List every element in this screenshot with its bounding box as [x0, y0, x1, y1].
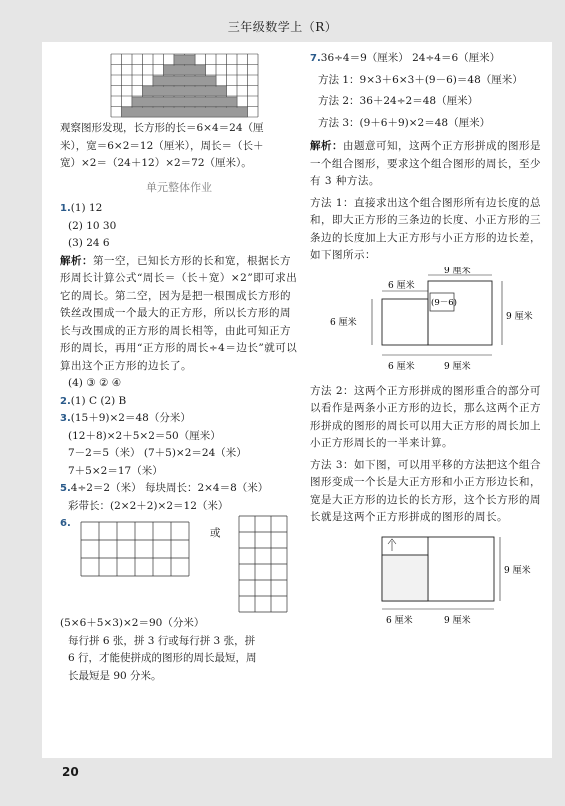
pyramid-block-tier: [132, 97, 237, 107]
q3-line-1: (15＋9)×2＝48（分米）: [70, 412, 191, 424]
pyramid-block-tier: [153, 76, 216, 86]
q3-line-2: (12＋8)×2＋5×2＝50（厘米）: [68, 429, 221, 442]
q2-number: 2.: [60, 395, 71, 407]
method-1-text: 方法 1：直接求出这个组合图形所有边长度的总和，即大正方形的三条边的长度、小正方形的三条边的长度加上大正方形与小正方形的边长差，如下图所示：: [310, 196, 542, 261]
method-3-text: 方法 3：如下图，可以用平移的方法把这个组合图形变成一个长是大正方形和小正方形边长和，宽是大正方形的边长的长方形，这个长方形的周长就是这两个正方形拼成的图形的周长。: [310, 458, 542, 523]
observe-line-3: 宽）×2＝（24＋12）×2＝72（厘米）。: [60, 157, 252, 169]
pyramid-figure: [105, 50, 265, 120]
q1-number: 1.: [60, 203, 71, 214]
q6-line-2: 每行拼 6 张，拼 3 行或每行拼 3 张，拼: [68, 634, 256, 647]
pyramid-block-tier: [143, 87, 227, 97]
q3-line-3: 7－2＝5（米） (7＋5)×2＝24（米）: [68, 447, 247, 459]
method-1-formula: 方法 1：9×3＋6×3＋(9－6)＝48（厘米）: [318, 73, 523, 86]
fig1-top-label: 9 厘米: [444, 266, 471, 276]
fig1-bottom-left-label: 6 厘米: [388, 361, 415, 372]
q6-figure-row: [60, 515, 298, 615]
q3-number: 3.: [60, 413, 71, 424]
combined-squares-figure-1: [310, 267, 548, 377]
left-column: [60, 50, 298, 685]
observe-line-2: 米），宽＝6×2＝12（厘米），周长＝（长＋: [60, 139, 264, 152]
q1-line-1: (1) 12: [70, 202, 103, 214]
pyramid-block-tier: [164, 66, 206, 76]
page-header: 三年级数学上（R）: [227, 20, 338, 34]
q6-line-3: 6 行，才能使拼成的图形的周长最短，周: [68, 652, 257, 664]
q1-analysis: 第一空，已知长方形的长和宽，根据长方形周长计算公式“周长＝（长＋宽）×2”即可求出它的周长。第二空，因为是把一根围成长方形的铁丝改围成一个最大的正方形，所以长方形的周长与改围成的正方形的周长相等，由此可知正方形的周长，再用“正方形的周长÷4＝边长”就可以算出这个正方形的边长了。: [60, 254, 298, 372]
fig1-bottom-right-label: 9 厘米: [444, 361, 471, 372]
method-3-formula: 方法 3：(9＋6＋9)×2＝48（厘米）: [318, 116, 491, 129]
analysis-label: 解析：: [60, 254, 93, 267]
method-2-text: 方法 2：这两个正方形拼成的图形重合的部分可以看作是两条小正方形的边长，那么这两个正方形拼成的图形的周长可以用大正方形的周长加上小正方形周长的一半来计算。: [310, 384, 542, 449]
q6-number: 6.: [60, 518, 71, 529]
fig1-left-label: 6 厘米: [330, 317, 357, 328]
analysis-label-right: 解析：: [310, 140, 343, 152]
q5-line-1: 4÷2＝2（米） 每块周长：2×4＝8（米）: [70, 482, 269, 494]
page-number: 20: [62, 765, 79, 779]
pyramid-block-tier: [122, 108, 248, 118]
q6-grid-6x3: [80, 521, 192, 577]
q3-line-4: 7＋5×2＝17（米）: [68, 464, 163, 477]
q1-line-2: (2) 10 30: [68, 219, 117, 232]
q6-or-label: 或: [210, 527, 221, 539]
right-column: [310, 50, 548, 629]
fig1-diff-label: (9－6): [431, 297, 457, 308]
q7-analysis: 由题意可知，这两个正方形拼成的图形是一个组合图形，要求这个组合图形的周长，至少有 3 种方法。: [310, 140, 541, 187]
q1-part-4: (4) ③ ② ④: [68, 377, 122, 389]
q7-number: 7.: [310, 53, 321, 64]
method-2-formula: 方法 2：36＋24÷2＝48（厘米）: [318, 95, 479, 107]
q7-line: 36÷4＝9（厘米） 24÷4＝6（厘米）: [320, 52, 501, 64]
q6-line-4: 长最短是 90 分米。: [68, 669, 162, 682]
q6-grid-3x6: [238, 515, 296, 613]
fig1-small-top-label: 6 厘米: [388, 280, 415, 291]
fig1-right-label: 9 厘米: [506, 311, 533, 322]
fig2-bottom-left-label: 6 厘米: [386, 615, 413, 626]
translated-rectangle-figure: [310, 529, 548, 629]
fig2-bottom-right-label: 9 厘米: [444, 615, 471, 626]
q1-line-3: (3) 24 6: [68, 237, 110, 249]
q6-line-1: (5×6＋5×3)×2＝90（分米）: [60, 617, 205, 629]
q5-line-2: 彩带长：(2×2＋2)×2＝12（米）: [68, 499, 229, 512]
pyramid-block-tier: [174, 55, 195, 65]
fig2-right-label: 9 厘米: [504, 565, 531, 576]
section-title: 单元整体作业: [146, 180, 212, 194]
q5-number: 5.: [60, 483, 71, 494]
q2-answer: (1) C (2) B: [70, 394, 127, 407]
observe-line-1: 观察图形发现，长方形的长＝6×4＝24（厘: [60, 122, 264, 134]
